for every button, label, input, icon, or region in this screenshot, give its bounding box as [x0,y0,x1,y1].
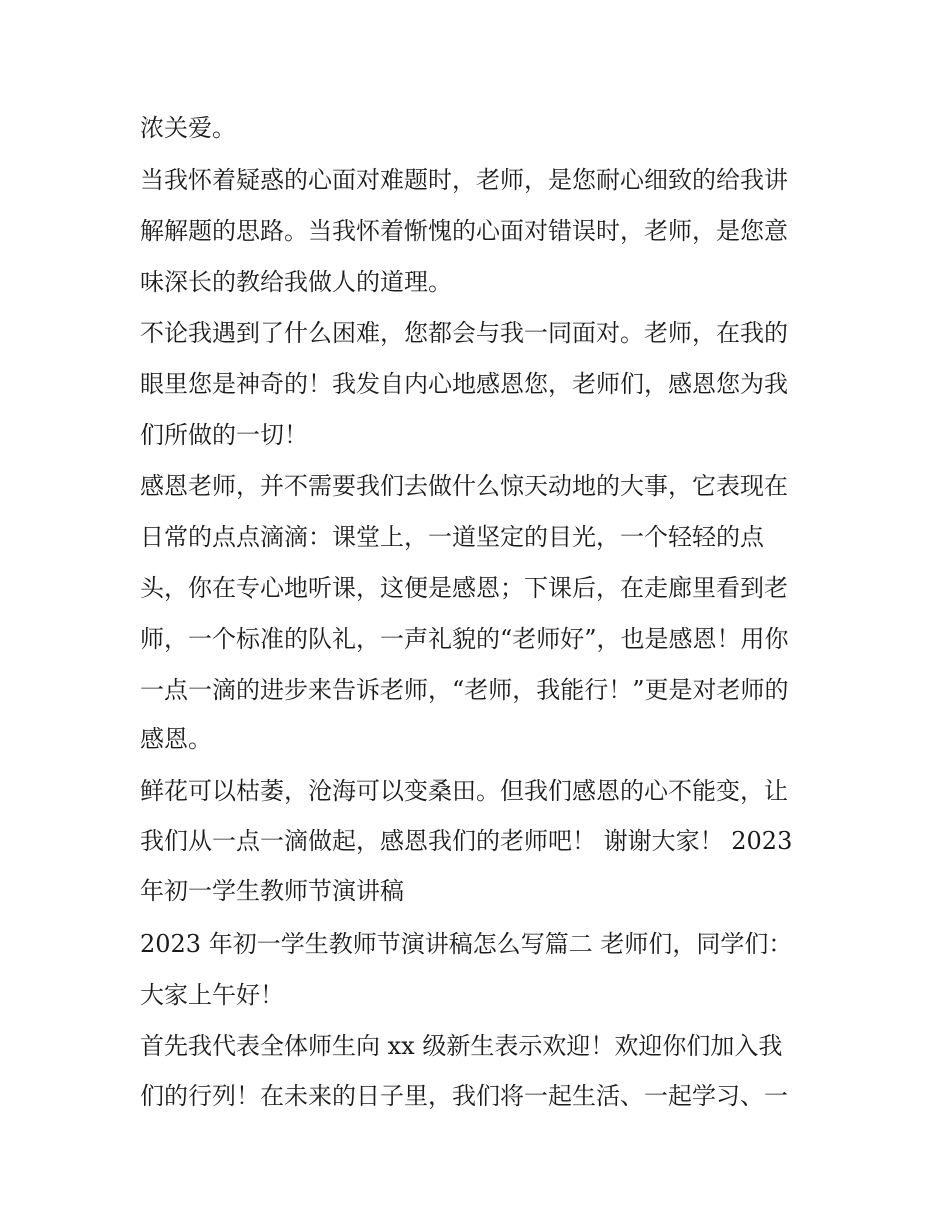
text-line: 一点一滴的进步来告诉老师，“老师，我能行！”更是对老师的 [140,676,789,704]
text-line: 首先我代表全体师生向 xx 级新生表示欢迎！欢迎你们加入我 [140,1032,783,1060]
text-line: 感恩。 [140,725,212,753]
text-line: 大家上午好！ [140,981,284,1009]
text-line: 解解题的思路。当我怀着惭愧的心面对错误时，老师，是您意 [140,217,788,245]
text-line: 日常的点点滴滴：课堂上，一道坚定的目光，一个轻轻的点 [140,523,764,551]
text-line: 浓关爱。 [140,114,236,142]
text-line: 我们从一点一滴做起，感恩我们的老师吧！ 谢谢大家！ 2023 [140,827,793,855]
text-line: 们所做的一切！ [140,421,308,449]
text-line: 感恩老师，并不需要我们去做什么惊天动地的大事，它表现在 [140,472,788,500]
text-line: 味深长的教给我做人的道理。 [140,268,452,296]
text-line: 头，你在专心地听课，这便是感恩；下课后，在走廊里看到老 [140,574,788,602]
text-line: 2023 年初一学生教师节演讲稿怎么写篇二 老师们，同学们： [140,930,793,958]
text-line: 们的行列！在未来的日子里，我们将一起生活、一起学习、一 [140,1082,788,1110]
text-line: 年初一学生教师节演讲稿 [140,877,404,905]
text-line: 眼里您是神奇的！我发自内心地感恩您，老师们，感恩您为我 [140,370,788,398]
text-line: 不论我遇到了什么困难，您都会与我一同面对。老师，在我的 [140,319,788,347]
text-line: 鲜花可以枯萎，沧海可以变桑田。但我们感恩的心不能变，让 [140,777,788,805]
text-line: 师，一个标准的队礼，一声礼貌的“老师好”，也是感恩！用你 [140,625,789,653]
text-line: 当我怀着疑惑的心面对难题时，老师，是您耐心细致的给我讲 [140,166,788,194]
